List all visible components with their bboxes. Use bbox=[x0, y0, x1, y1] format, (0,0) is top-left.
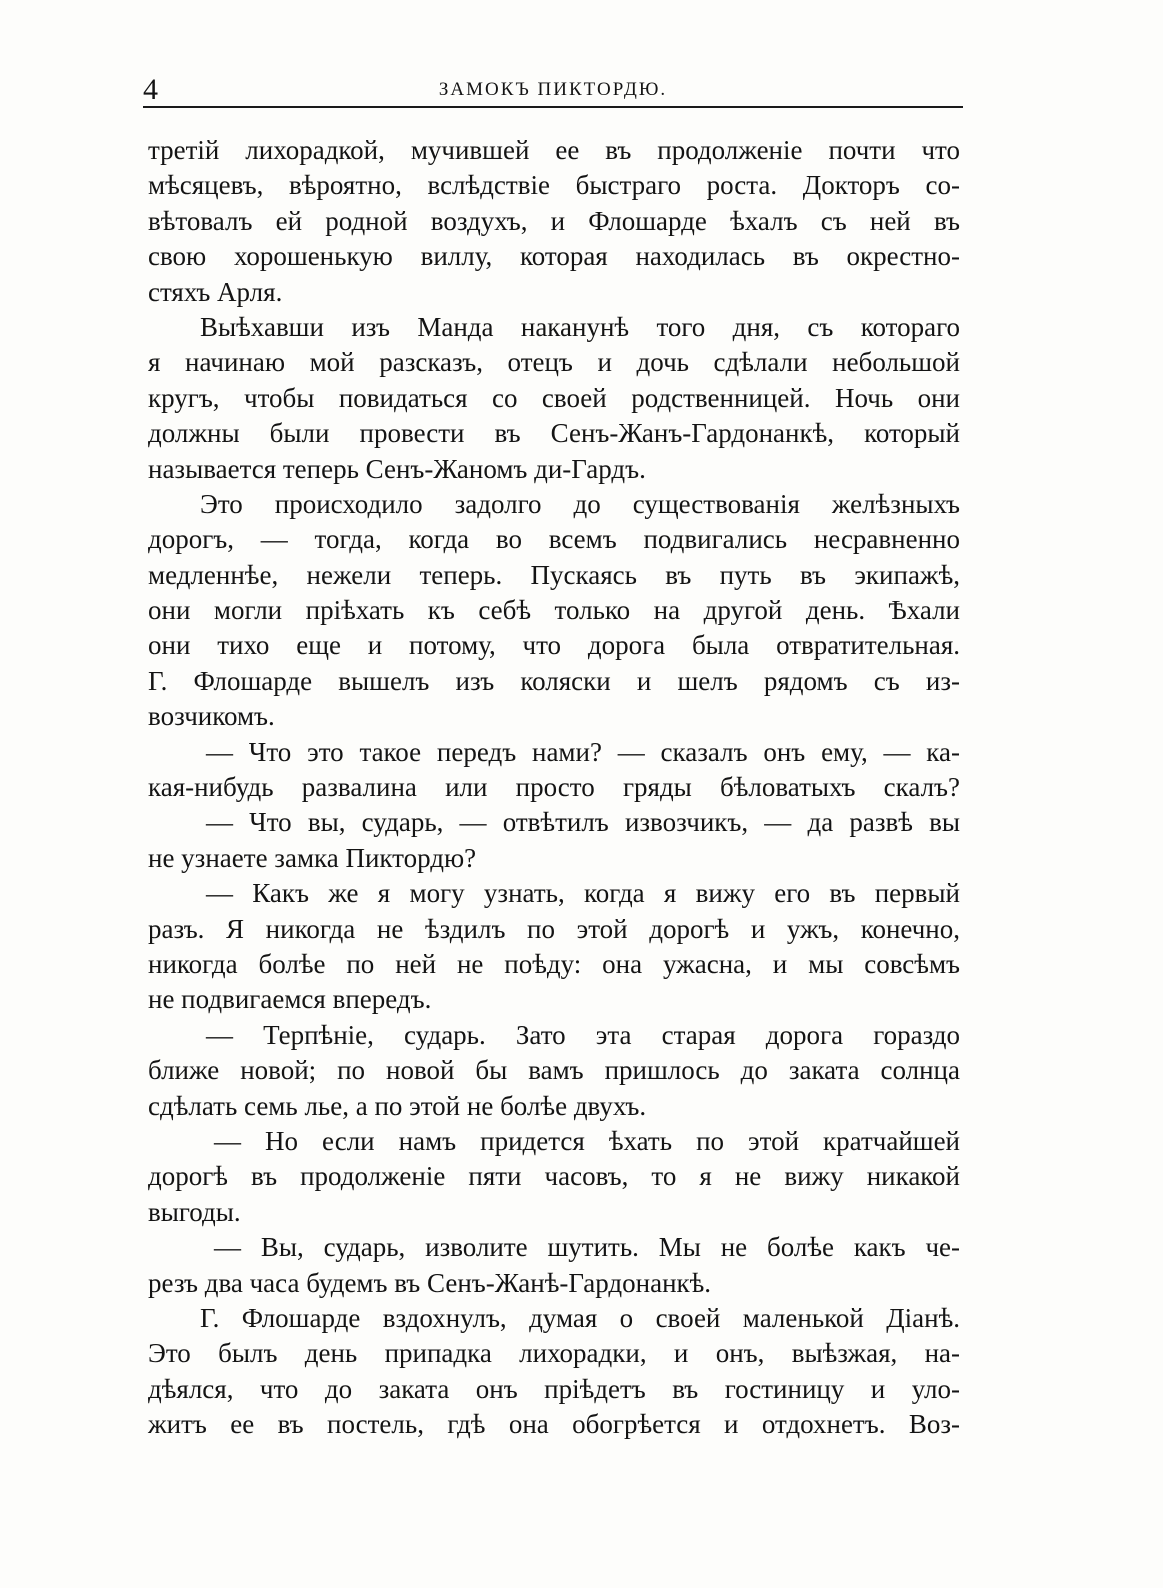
text-line: Г. Флошарде вздохнулъ, думая о своей маленькой Діанѣ. bbox=[200, 1302, 960, 1333]
text-line: я начинаю мой разсказъ, отецъ и дочь сдѣлали небольшой bbox=[148, 347, 960, 378]
text-line: резъ два часа будемъ въ Сенъ-Жанѣ-Гардонанкѣ. bbox=[148, 1267, 712, 1298]
body-text bbox=[148, 133, 960, 1442]
text-line: никогда болѣе по ней не поѣду: она ужасна, и мы совсѣмъ bbox=[148, 948, 960, 979]
text-line: ближе новой; по новой бы вамъ пришлось до заката солнца bbox=[148, 1055, 960, 1086]
text-line: они тихо еще и потому, что дорога была отвратительная. bbox=[148, 630, 960, 661]
text-line: возчикомъ. bbox=[148, 701, 275, 732]
text-line: — Какъ же я могу узнать, когда я вижу его въ первый bbox=[206, 878, 960, 909]
text-line: медленнѣе, нежели теперь. Пускаясь въ путь въ экипажѣ, bbox=[148, 559, 960, 590]
text-line: стяхъ Арля. bbox=[148, 276, 283, 307]
text-line: Г. Флошарде вышелъ изъ коляски и шелъ рядомъ съ из- bbox=[148, 665, 960, 696]
text-line: дорогъ, — тогда, когда во всемъ подвигались несравненно bbox=[148, 524, 960, 555]
text-line: вѣтовалъ ей родной воздухъ, и Флошарде ѣхалъ съ ней въ bbox=[148, 205, 960, 236]
text-line: выгоды. bbox=[148, 1196, 241, 1227]
text-line: кая-нибудь развалина или просто гряды бѣловатыхъ скалъ? bbox=[148, 772, 960, 803]
text-line: свою хорошенькую виллу, которая находилась въ окрестно- bbox=[148, 241, 960, 272]
text-line: они могли пріѣхать къ себѣ только на другой день. Ѣхали bbox=[148, 595, 960, 626]
running-title: ЗАМОКЪ ПИКТОРДЮ. bbox=[438, 79, 668, 100]
text-line: дорогѣ въ продолженіе пяти часовъ, то я не вижу никакой bbox=[148, 1161, 960, 1192]
text-line: третій лихорадкой, мучившей ее въ продолженіе почти что bbox=[148, 135, 960, 165]
text-line: Это происходило задолго до существованія желѣзныхъ bbox=[200, 488, 960, 519]
text-line: сдѣлать семь лье, а по этой не болѣе двухъ. bbox=[148, 1090, 647, 1121]
page-number: 4 bbox=[143, 73, 158, 106]
text-line: дѣялся, что до заката онъ пріѣдетъ въ гостиницу и уло- bbox=[148, 1373, 960, 1404]
text-line: должны были провести въ Сенъ-Жанъ-Гардонанкѣ, который bbox=[148, 418, 960, 449]
text-line: — Что это такое передъ нами? — сказалъ онъ ему, — ка- bbox=[206, 736, 960, 767]
text-line: называется теперь Сенъ-Жаномъ ди-Гардъ. bbox=[148, 453, 646, 484]
text-line: мѣсяцевъ, вѣроятно, вслѣдствіе быстраго роста. Докторъ со- bbox=[148, 170, 960, 201]
text-line: разъ. Я никогда не ѣздилъ по этой дорогѣ и ужъ, конечно, bbox=[148, 913, 960, 944]
text-line: житъ ее въ постель, гдѣ она обогрѣется и отдохнетъ. Воз- bbox=[148, 1409, 960, 1440]
header-rule bbox=[143, 106, 963, 108]
text-line: — Но если намъ придется ѣхать по этой кратчайшей bbox=[214, 1125, 960, 1156]
text-line: — Вы, сударь, изволите шутить. Мы не болѣе какъ че- bbox=[214, 1232, 960, 1263]
text-line: Это былъ день припадка лихорадки, и онъ, выѣзжая, на- bbox=[148, 1338, 960, 1369]
text-line: не узнаете замка Пиктордю? bbox=[148, 842, 477, 873]
text-line: Выѣхавши изъ Манда наканунѣ того дня, съ котораго bbox=[200, 311, 960, 342]
text-line: кругъ, чтобы повидаться со своей родственницей. Ночь они bbox=[148, 382, 960, 413]
text-line: не подвигаемся впередъ. bbox=[148, 984, 432, 1015]
text-line: — Терпѣніе, сударь. Зато эта старая дорога гораздо bbox=[206, 1019, 960, 1050]
text-line: — Что вы, сударь, — отвѣтилъ извозчикъ, — да развѣ вы bbox=[206, 807, 960, 838]
